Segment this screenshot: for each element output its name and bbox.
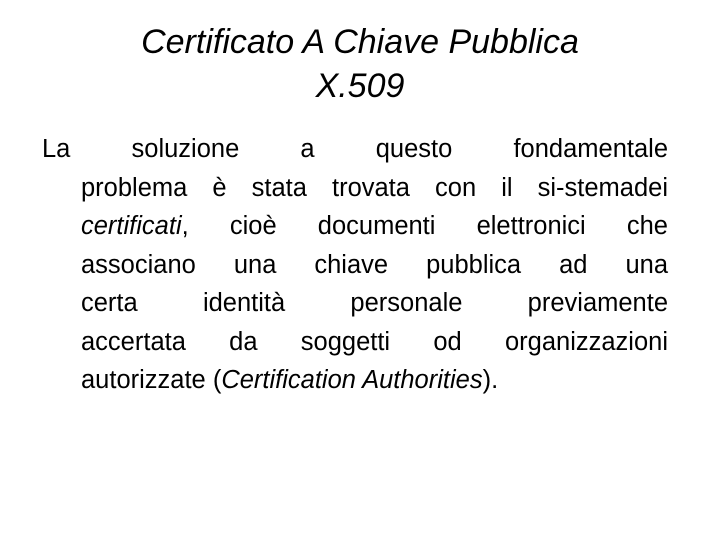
- term-certification-authorities: Certification Authorities: [221, 366, 483, 394]
- body-line-5: certa identità personale previamente: [81, 289, 668, 317]
- body-line-6: accertata da soggetti od organizzazioni: [81, 327, 668, 356]
- body-line-1: La soluzione a questo fondamentale: [42, 135, 668, 163]
- body-line-3-rest: , cioè documenti elettronici che: [181, 212, 668, 240]
- body-line-7: [42, 361, 668, 400]
- body-line-3: [42, 207, 668, 246]
- slide-body-paragraph: [42, 130, 668, 400]
- body-line-7-start: autorizzate (: [81, 366, 222, 394]
- term-certificati: certificati: [81, 212, 182, 240]
- body-line-7-end: ).: [482, 366, 499, 394]
- body-line-4: associano una chiave pubblica ad una: [81, 250, 668, 279]
- slide-title: [0, 20, 720, 108]
- title-line-1: Certificato A Chiave Pubblica: [141, 23, 579, 61]
- body-line-2: problema è stata trovata con il si-stemadei: [81, 173, 668, 202]
- title-line-2: X.509: [315, 67, 405, 105]
